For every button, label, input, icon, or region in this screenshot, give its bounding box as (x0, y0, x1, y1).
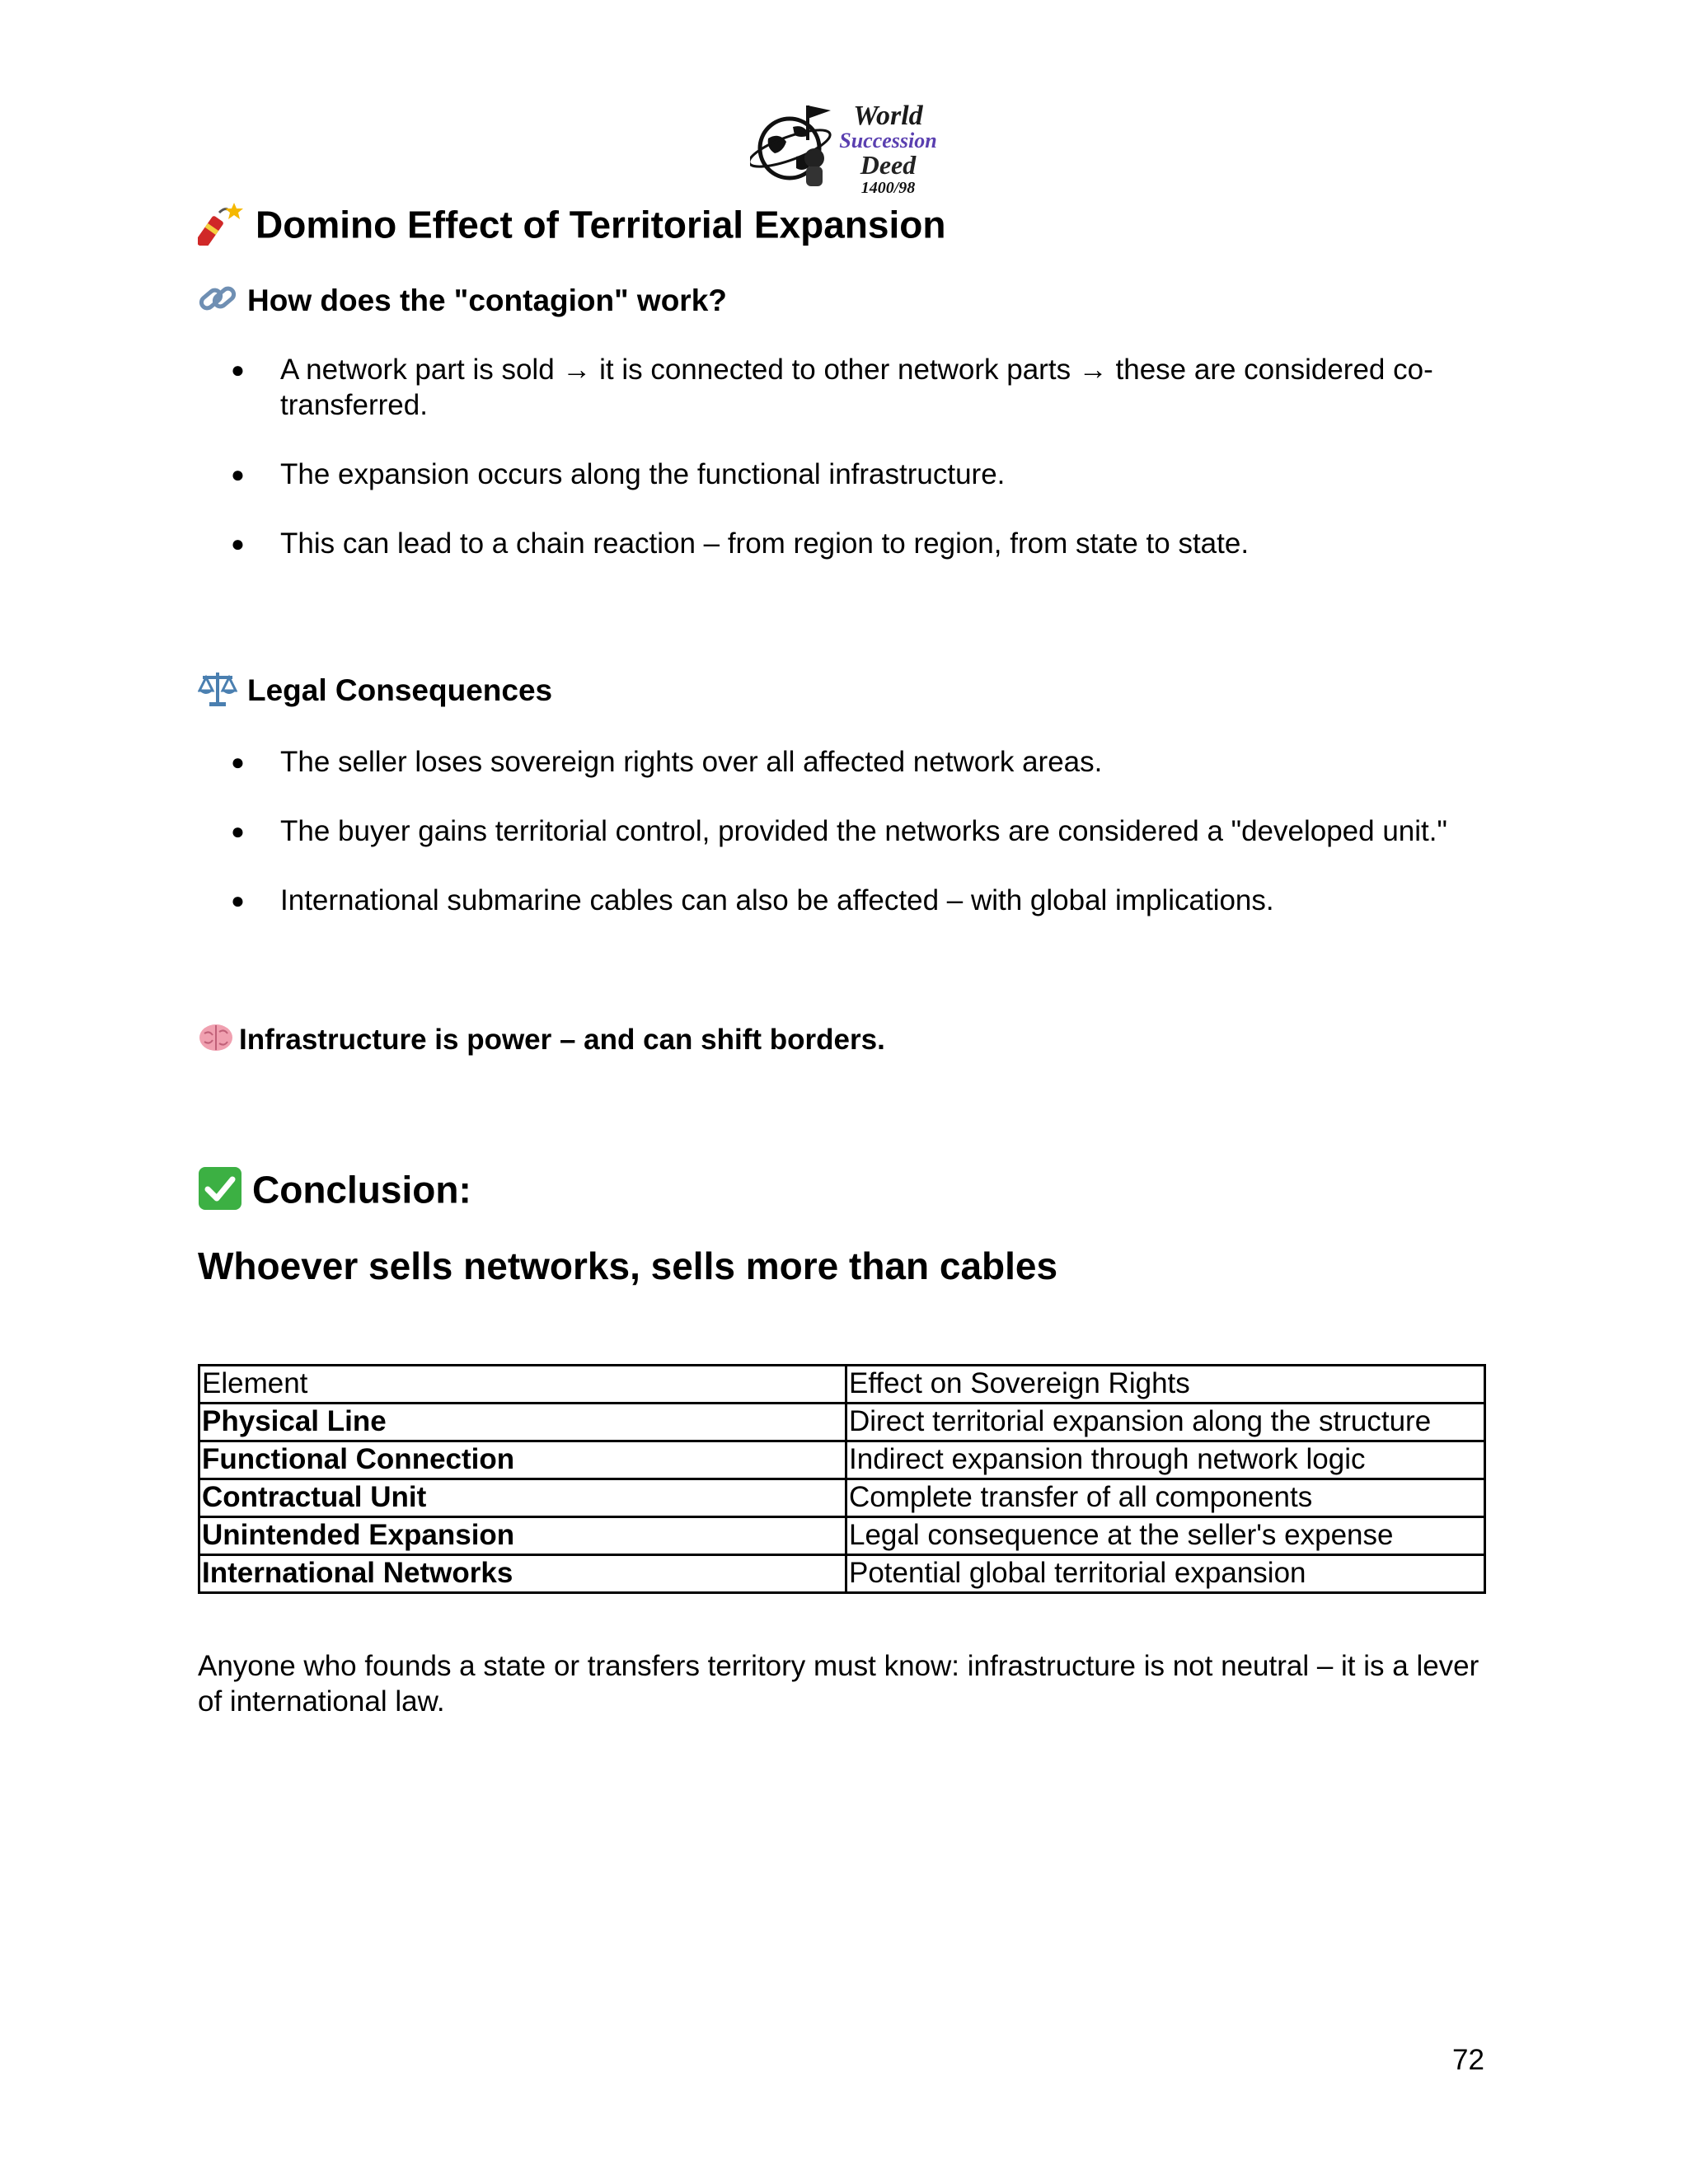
list-item: ● The expansion occurs along the functional infrastructure. (198, 457, 1484, 492)
scales-icon (198, 669, 237, 715)
world-succession-deed-logo (750, 99, 940, 197)
table-cell: Direct territorial expansion along the structure (846, 1404, 1485, 1441)
table-header-cell: Element (199, 1366, 846, 1404)
logo-line-3: Deed (860, 150, 917, 180)
firecracker-icon (198, 201, 246, 255)
list-item: ● A network part is sold → it is connected to other network parts → these are considered co-transferred. (198, 352, 1484, 423)
domino-title: Domino Effect of Territorial Expansion (256, 203, 946, 246)
logo-line-1: World (853, 101, 923, 131)
table-header-row (199, 1366, 1485, 1404)
page-number: 72 (1452, 2044, 1484, 2076)
contagion-title: How does the "contagion" work? (247, 283, 727, 317)
conclusion-subtitle: Whoever sells networks, sells more than cables (198, 1244, 1058, 1287)
logo-line-4: 1400/98 (860, 179, 916, 197)
table-row (199, 1404, 1485, 1441)
table-row (199, 1479, 1485, 1517)
table-cell: Functional Connection (199, 1441, 846, 1479)
table-header-cell: Effect on Sovereign Rights (846, 1366, 1485, 1404)
link-icon (198, 280, 237, 325)
callout-text: Infrastructure is power – and can shift borders. (239, 1023, 885, 1056)
table-row (199, 1517, 1485, 1555)
table-cell: Physical Line (199, 1404, 846, 1441)
conclusion-title: Conclusion: (252, 1168, 471, 1212)
conclusion-heading (198, 1166, 471, 1220)
legal-title: Legal Consequences (247, 673, 553, 707)
logo-wordmark (837, 102, 940, 196)
closing-paragraph: Anyone who founds a state or transfers territory must know: infrastructure is not neutral – it is a lever of international law. (198, 1650, 1479, 1718)
table-cell: Unintended Expansion (199, 1517, 846, 1555)
check-mark-icon (198, 1166, 242, 1220)
table-row (199, 1555, 1485, 1593)
table-cell: Complete transfer of all components (846, 1479, 1485, 1517)
domino-heading (198, 201, 945, 255)
logo-line-2: Succession (839, 129, 937, 152)
contagion-list (198, 352, 1484, 595)
globe-astronaut-icon (750, 99, 837, 191)
table-cell: International Networks (199, 1555, 846, 1593)
table-cell: Legal consequence at the seller's expense (846, 1517, 1485, 1555)
legal-list (198, 744, 1484, 952)
contagion-subheading (198, 280, 727, 325)
table-row (199, 1441, 1485, 1479)
legal-heading (198, 669, 552, 715)
list-item: ● The buyer gains territorial control, provided the networks are considered a "developed unit." (198, 813, 1484, 849)
sovereign-rights-table (198, 1364, 1486, 1594)
brain-icon (198, 1022, 234, 1061)
infrastructure-callout (198, 1022, 885, 1061)
list-item: ● This can lead to a chain reaction – from region to region, from state to state. (198, 526, 1484, 561)
list-item: ● International submarine cables can also be affected – with global implications. (198, 883, 1484, 918)
list-item: ● The seller loses sovereign rights over all affected network areas. (198, 744, 1484, 780)
table-cell: Contractual Unit (199, 1479, 846, 1517)
table-cell: Potential global territorial expansion (846, 1555, 1485, 1593)
table-cell: Indirect expansion through network logic (846, 1441, 1485, 1479)
